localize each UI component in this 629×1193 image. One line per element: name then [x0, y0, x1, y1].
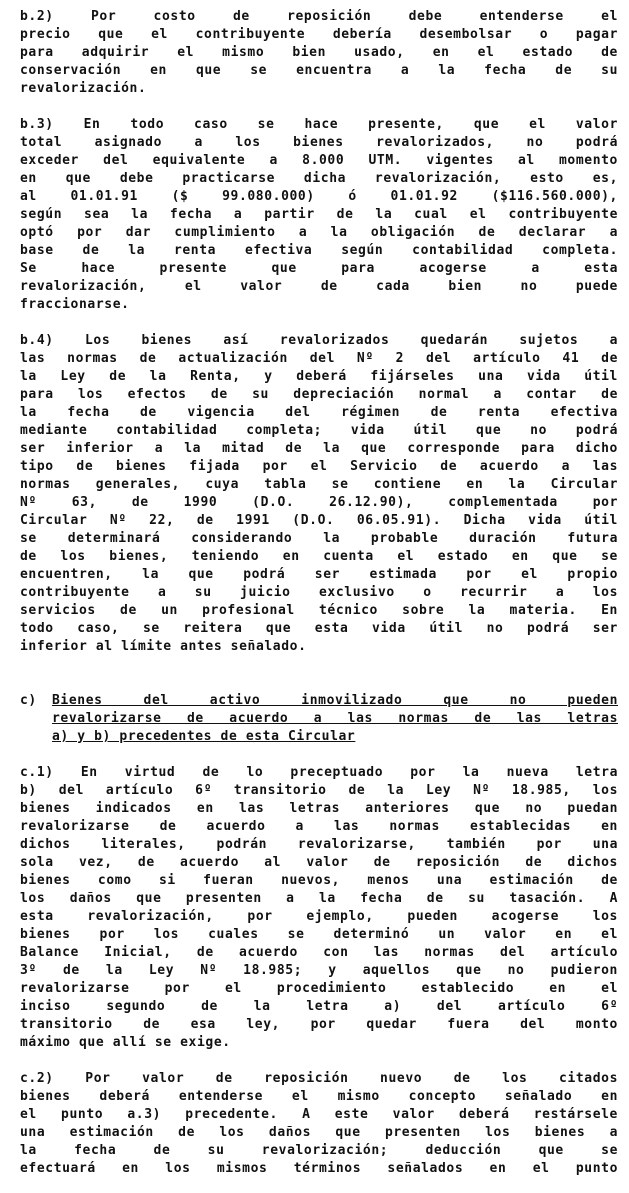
paragraph-spacer: [20, 314, 618, 332]
text-line: ser inferior a la mitad de la que corresponde para dicho: [20, 441, 618, 456]
text-line: 3º de la Ley Nº 18.985; y aquellos que no pudieron: [20, 963, 618, 978]
text-line: el punto a.3) precedente. A este valor deberá restársele: [20, 1107, 618, 1122]
text-line: Nº 63, de 1990 (D.O. 26.12.90), complementada por: [20, 495, 618, 510]
text-line: máximo que allí se exige.: [20, 1035, 231, 1050]
paragraph-spacer: [20, 98, 618, 116]
section-title: [52, 692, 618, 746]
paragraph-b4: [20, 332, 618, 656]
text-line: contribuyente a su juicio exclusivo o recurrir a los: [20, 585, 618, 600]
text-line: b.3) En todo caso se hace presente, que el valor: [20, 117, 618, 132]
document-page: [20, 8, 618, 1178]
paragraph-spacer: [20, 746, 618, 764]
text-line: revalorización, el valor de cada bien no puede: [20, 279, 618, 294]
text-line: sola vez, de acuerdo al valor de reposición de dichos: [20, 855, 618, 870]
paragraph-spacer: [20, 1052, 618, 1070]
text-line: Balance Inicial, de acuerdo con las normas del artículo: [20, 945, 618, 960]
text-line: b) del artículo 6º transitorio de la Ley Nº 18.985, los: [20, 783, 618, 798]
text-line: mediante contabilidad completa; vida útil que no podrá: [20, 423, 618, 438]
text-line: inferior al límite antes señalado.: [20, 639, 307, 654]
text-line: bienes indicados en las letras anteriores que no puedan: [20, 801, 618, 816]
section-heading-c: [20, 692, 618, 746]
text-line: transitorio de esa ley, por quedar fuera del monto: [20, 1017, 618, 1032]
text-line: Circular Nº 22, de 1991 (D.O. 06.05.91). Dicha vida útil: [20, 513, 618, 528]
paragraph-b2: [20, 8, 618, 98]
text-line: tipo de bienes fijada por el Servicio de acuerdo a las: [20, 459, 618, 474]
text-line: una estimación de los daños que presenten los bienes a: [20, 1125, 618, 1140]
text-line: b.2) Por costo de reposición debe entenderse el: [20, 9, 618, 24]
text-line: al 01.01.91 ($ 99.080.000) ó 01.01.92 ($116.560.000),: [20, 189, 618, 204]
heading-line: a) y b) precedentes de esta Circular: [52, 729, 356, 744]
text-line: servicios de un profesional técnico sobre la materia. En: [20, 603, 618, 618]
text-line: la fecha de su revalorización; deducción que se: [20, 1143, 618, 1158]
section-label: c): [20, 693, 37, 708]
text-line: bienes deberá entenderse el mismo concepto señalado en: [20, 1089, 618, 1104]
heading-line: revalorizarse de acuerdo a las normas de las letras: [52, 711, 618, 726]
text-line: la Ley de la Renta, y deberá fijárseles una vida útil: [20, 369, 618, 384]
text-line: las normas de actualización del Nº 2 del artículo 41 de: [20, 351, 618, 366]
paragraph-c2: [20, 1070, 618, 1178]
text-line: c.1) En virtud de lo preceptuado por la nueva letra: [20, 765, 618, 780]
section-spacer: [20, 656, 618, 692]
text-line: dichos literales, podrán revalorizarse, también por una: [20, 837, 618, 852]
paragraph-b3: [20, 116, 618, 314]
text-line: revalorización.: [20, 81, 147, 96]
text-line: total asignado a los bienes revalorizados, no podrá: [20, 135, 618, 150]
paragraph-c1: [20, 764, 618, 1052]
text-line: de los bienes, teniendo en cuenta el estado en que se: [20, 549, 618, 564]
text-line: encuentren, la que podrá ser estimada por el propio: [20, 567, 618, 582]
text-line: revalorizarse por el procedimiento establecido en el: [20, 981, 618, 996]
text-line: conservación en que se encuentra a la fecha de su: [20, 63, 618, 78]
text-line: todo caso, se reitera que esta vida útil no podrá ser: [20, 621, 618, 636]
text-line: b.4) Los bienes así revalorizados quedarán sujetos a: [20, 333, 618, 348]
heading-line: Bienes del activo inmovilizado que no pueden: [52, 693, 618, 708]
text-line: según sea la fecha a partir de la cual el contribuyente: [20, 207, 618, 222]
text-line: revalorizarse de acuerdo a las normas establecidas en: [20, 819, 618, 834]
text-line: normas generales, cuya tabla se contiene en la Circular: [20, 477, 618, 492]
text-line: c.2) Por valor de reposición nuevo de los citados: [20, 1071, 618, 1086]
text-line: para adquirir el mismo bien usado, en el estado de: [20, 45, 618, 60]
text-line: esta revalorización, por ejemplo, pueden acogerse los: [20, 909, 618, 924]
text-line: inciso segundo de la letra a) del artículo 6º: [20, 999, 618, 1014]
text-line: efectuará en los mismos términos señalados en el punto: [20, 1161, 618, 1176]
text-line: precio que el contribuyente debería desembolsar o pagar: [20, 27, 618, 42]
text-line: en que debe practicarse dicha revalorización, esto es,: [20, 171, 618, 186]
text-line: base de la renta efectiva según contabilidad completa.: [20, 243, 618, 258]
text-line: exceder del equivalente a 8.000 UTM. vigentes al momento: [20, 153, 618, 168]
text-line: optó por dar cumplimiento a la obligación de declarar a: [20, 225, 618, 240]
text-line: bienes como si fueran nuevos, menos una estimación de: [20, 873, 618, 888]
text-line: los daños que presenten a la fecha de su tasación. A: [20, 891, 618, 906]
text-line: se determinará considerando la probable duración futura: [20, 531, 618, 546]
text-line: fraccionarse.: [20, 297, 130, 312]
text-line: la fecha de vigencia del régimen de renta efectiva: [20, 405, 618, 420]
text-line: bienes por los cuales se determinó un valor en el: [20, 927, 618, 942]
text-line: para los efectos de su depreciación normal a contar de: [20, 387, 618, 402]
text-line: Se hace presente que para acogerse a esta: [20, 261, 618, 276]
